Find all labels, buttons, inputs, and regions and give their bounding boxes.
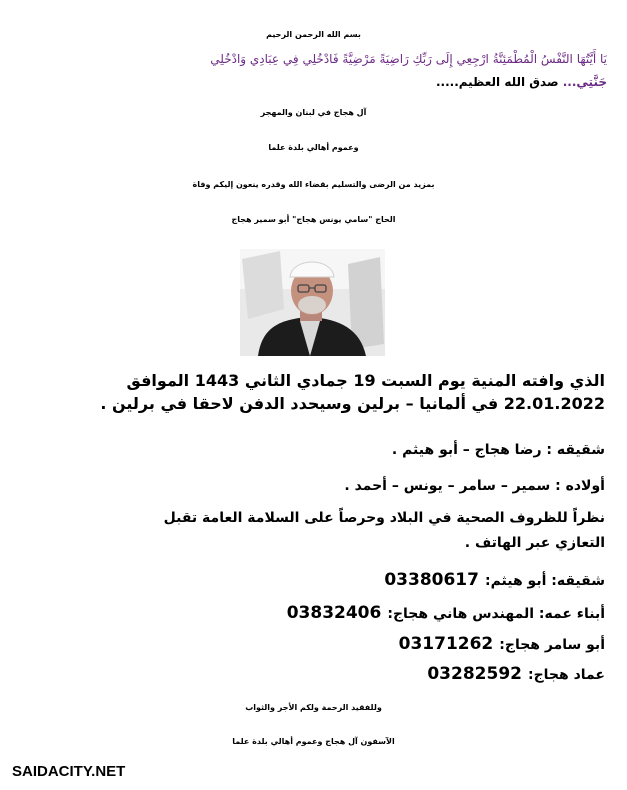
contact-label: شقيقه: أبو هيثم: xyxy=(484,573,605,589)
basmala: بسم الله الرحمن الرحيم xyxy=(266,30,361,39)
portrait-photo xyxy=(240,249,385,356)
condolence-notice-line-1: نظراً للظروف الصحية في البلاد وحرصاً على السلامة العامة تقبل xyxy=(163,510,605,526)
portrait-photo-icon xyxy=(240,249,385,356)
family-heading: آل هجاج في لبنان والمهجر xyxy=(260,108,367,117)
announcement-heading: بمزيد من الرضى والتسليم بقضاء الله وقدره ينعون إليكم وفاة xyxy=(192,180,435,189)
contact-phone-number: 03380617 xyxy=(384,570,479,590)
quran-verse-line-2 xyxy=(436,75,607,89)
contact-phone-number: 03832406 xyxy=(286,603,382,623)
town-heading: وعموم أهالي بلدة علما xyxy=(268,143,359,152)
contact-entry xyxy=(399,634,605,654)
contact-entry xyxy=(287,603,605,623)
contact-phone-number: 03171262 xyxy=(398,634,494,654)
death-date-line-1: الذي وافته المنية يوم السبت 19 جمادي الثاني 1443 الموافق xyxy=(126,371,605,390)
contact-label: أبو سامر هجاج: xyxy=(499,637,605,653)
contact-phone-number: 03282592 xyxy=(427,664,522,684)
quran-verse-end: جَنَّتِي... xyxy=(562,75,607,89)
death-date-line-2: 22.01.2022 في ألمانيا – برلين وسيحدد الدفن لاحقا في برلين . xyxy=(100,394,605,413)
contact-label: عماد هجاج: xyxy=(527,667,605,683)
mourners-signature: الآسفون آل هجاج وعموم أهالي بلدة علما xyxy=(232,737,395,746)
deceased-name: الحاج "سامي يونس هجاج" أبو سمير هجاج xyxy=(231,215,396,224)
closing-prayer: وللفقيد الرحمة ولكم الأجر والثواب xyxy=(245,703,382,712)
quran-verse-line-1: يَا أَيَّتُهَا النَّفْسُ الْمُطْمَئِنَّةُ ارْجِعِي إِلَى رَبِّكِ رَاضِيَةً مَرْضِيَّةً فَادْخُلِي فِي عِبَادِي وَادْخُلِي xyxy=(210,52,607,66)
children-line: أولاده : سمير – سامر – يونس – أحمد . xyxy=(344,478,605,494)
contact-entry xyxy=(427,664,605,684)
verse-closing: صدق الله العظيم..... xyxy=(435,75,559,89)
contact-entry xyxy=(384,570,605,590)
condolence-notice-line-2: التعازي عبر الهاتف . xyxy=(464,535,605,551)
site-watermark: SAIDACITY.NET xyxy=(12,763,126,780)
contact-label: أبناء عمه: المهندس هاني هجاج: xyxy=(387,606,605,622)
brother-line: شقيقه : رضا هجاج – أبو هيثم . xyxy=(391,442,605,458)
